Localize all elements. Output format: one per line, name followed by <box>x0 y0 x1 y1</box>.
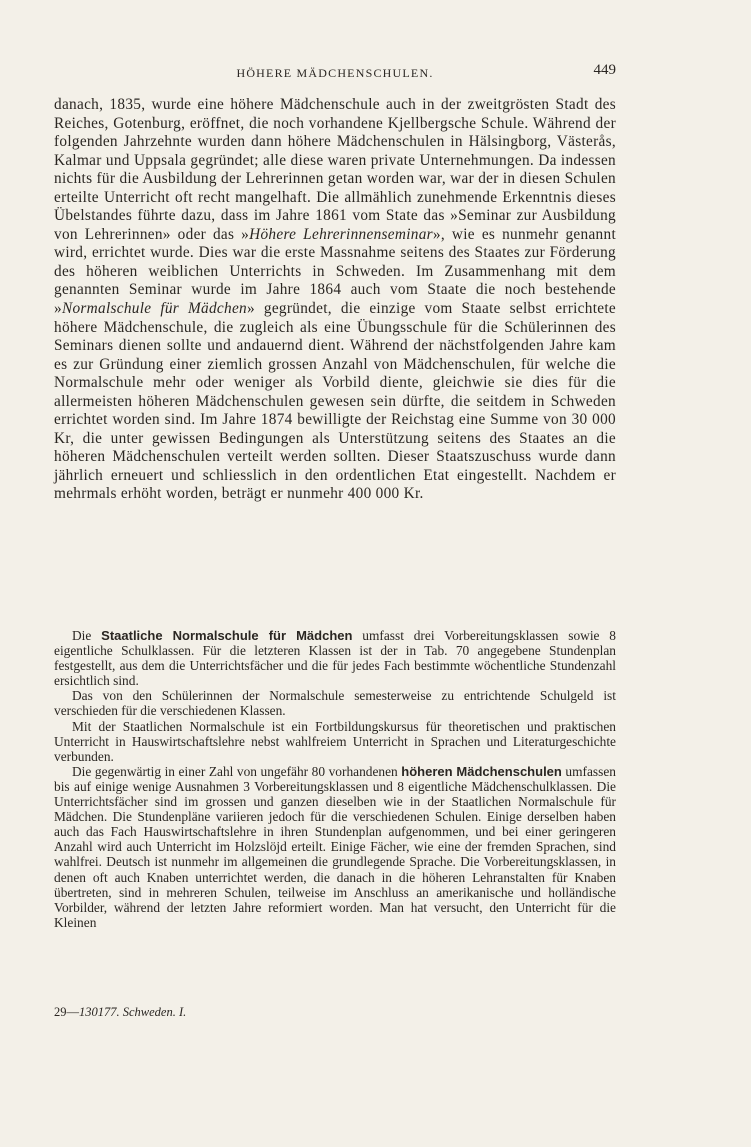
running-title: HÖHERE MÄDCHENSCHULEN. <box>236 66 434 80</box>
main-text-1: danach, 1835, wurde eine höhere Mädchenschule auch in der zweitgrösten Stadt des Reiches, Gotenburg, eröffnet, die noch vorhandene Kjellbergsche Schule. Während der folgenden Jahrzehnte wurden dann höhere Mädchenschulen in Hälsingborg, Västerås, Kalmar und Uppsala gegründet; alle diese waren private Unternehmungen. Da indessen nichts für die Ausbildung der Lehrerinnen getan worden war, war der in diesen Schulen erteilte Unterricht oft recht mangelhaft. Die allmählich zunehmende Erkenntnis dieses Übelstandes führte dazu, dass im Jahre 1861 vom State das »Seminar zur Ausbildung von Lehrerinnen» oder das » <box>54 96 616 243</box>
bold-heading-hoehere-maedchenschulen: höheren Mädchenschulen <box>401 763 562 779</box>
footer-print-code: 130177. Schweden. I. <box>79 1005 187 1019</box>
small-text: umfassen bis auf einige wenige Ausnahmen 3 Vorbereitungsklassen und 8 eigentliche Mädchenschulklassen. Die Unterrichtsfächer sind im grossen und ganzen dieselben wie in der Staatlichen Normalschule für Mädchen. Die Stundenpläne variieren jedoch für die verschiedenen Schulen. Einige derselben haben auch das Fach Hauswirtschaftslehre in ihren Stundenplan aufgenommen, und bei einer geringeren Anzahl wird auch Unterricht im Holzslöjd erteilt. Einige Fächer, wie eine der fremden Sprachen, sind wahlfrei. Deutsch ist nunmehr im allgemeinen die grundlegende Sprache. Die Vorbereitungsklassen, in denen oft auch Knaben unterrichtet werden, die danach in die höheren Lehranstalten für Knaben übertreten, sind in mehreren Schulen, teilweise im Anschluss an amerikanische und holländische Vorbilder, während der letzten Jahre reformiert worden. Man hat versucht, den Unterricht für die Kleinen <box>54 763 616 930</box>
page-footer <box>54 1005 186 1020</box>
small-text: Die <box>72 628 102 643</box>
page-number: 449 <box>593 62 616 78</box>
main-paragraph <box>54 96 616 504</box>
small-paragraph-schulgeld: Das von den Schülerinnen der Normalschule semesterweise zu entrichtende Schulgeld ist verschieden für die verschiedenen Klassen. <box>54 688 616 719</box>
small-text: Die gegenwärtig in einer Zahl von ungefähr 80 vorhandenen <box>72 763 402 779</box>
italic-seminar-name: Höhere Lehrerinnenseminar <box>249 225 433 243</box>
italic-school-name: Normalschule für Mädchen <box>61 300 248 318</box>
small-paragraph-normalschule <box>54 628 616 688</box>
small-paragraph-fortbildung: Mit der Staatlichen Normalschule ist ein Fortbildungskursus für theoretischen und praktischen Unterricht in Hauswirtschaftslehre nebst wahlfreiem Unterricht in Sprachen und Literaturgeschichte verbunden. <box>54 718 616 764</box>
small-text: umfasst drei Vorbereitungsklassen sowie 8 eigentliche Schulklassen. Für die letzteren Klassen ist der in Tab. 70 angegebene Stundenplan festgestellt, aus dem die Unterrichtsfächer und die für jedes Fach bestimmte wöchentliche Stundenzahl ersichtlich sind. <box>54 628 616 689</box>
small-print-section <box>54 628 616 930</box>
footer-signature: 29— <box>54 1005 79 1019</box>
main-text-3: » gegründet, die einzige vom Staate selbst errichtete höhere Mädchenschule, die zugleich als eine Übungsschule für die Schülerinnen des Seminars dienen sollte und andauernd dient. Während der nächstfolgenden Jahre kam es zur Gründung einer ziemlich grossen Anzahl von Mädchenschulen, für welche die Normalschule mehr oder weniger als Vorbild diente, gleichwie sie dies für die allermeisten höheren Mädchenschulen gewesen sein dürfte, die seitdem in Schweden errichtet worden sind. Im Jahre 1874 bewilligte der Reichstag eine Summe von 30 000 Kr, die unter gewissen Bedingungen als Unterstützung seitens des Staates an die höheren Mädchenschulen verteilt werden sollten. Dieser Staatszuschuss wurde dann jährlich erneuert und schliesslich in den ordentlichen Etat eingestellt. Nachdem er mehrmals erhöht worden, beträgt er nunmehr 400 000 Kr. <box>54 300 616 503</box>
main-text-2: », wie es nunmehr genannt wird, errichtet wurde. Dies war die erste Massnahme seitens des Staates zur Förderung des höheren weiblichen Unterrichts in Schweden. Im Zusammenhang mit dem genannten Seminar wurde im Jahre 1864 auch vom Staate die noch bestehende » <box>54 225 616 318</box>
small-paragraph-hoehere-schulen <box>54 764 616 930</box>
page-header <box>54 62 616 86</box>
bold-heading-normalschule: Staatliche Normalschule für Mädchen <box>101 628 353 643</box>
